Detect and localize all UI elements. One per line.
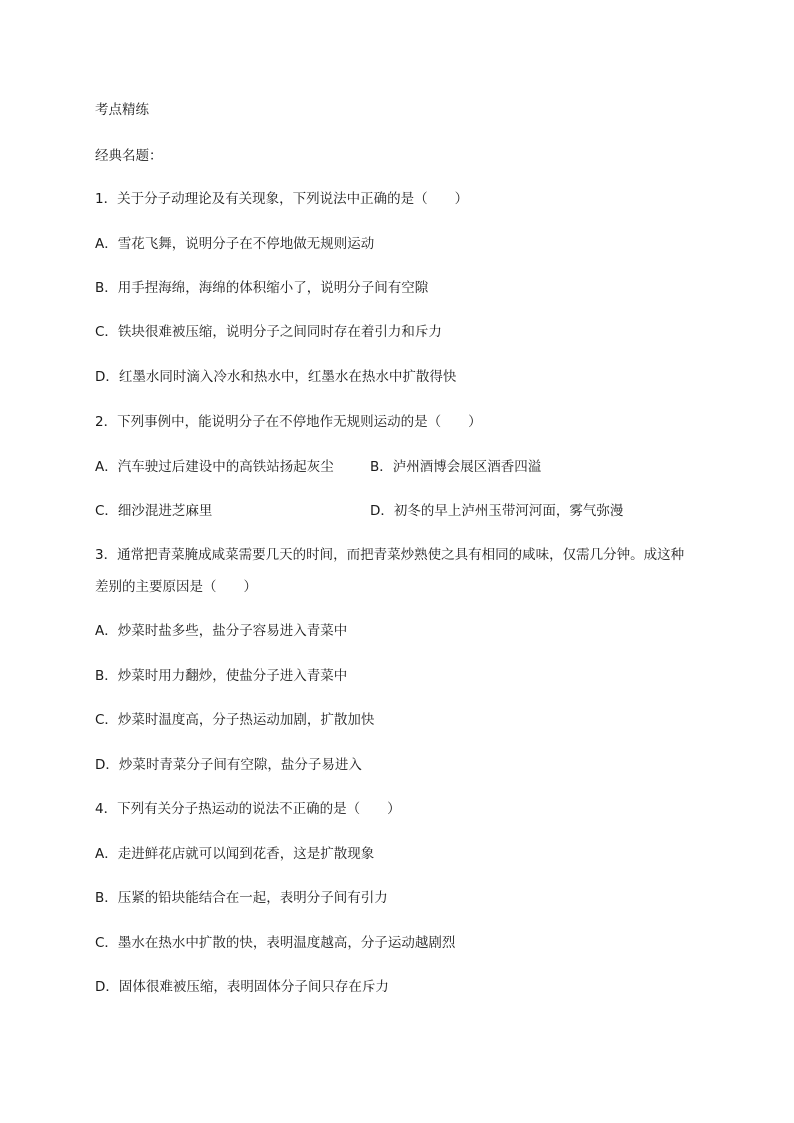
question-3-option-b: B．炒菜时用力翻炒，使盐分子进入青菜中: [95, 668, 348, 684]
question-4-stem: 4．下列有关分子热运动的说法不正确的是（ ）: [95, 801, 401, 817]
question-2-option-b: B．泸州酒博会展区酒香四溢: [370, 459, 542, 475]
question-4-option-a: A．走进鲜花店就可以闻到花香，这是扩散现象: [95, 846, 375, 862]
question-1-stem: 1．关于分子动理论及有关现象，下列说法中正确的是（ ）: [95, 191, 469, 207]
question-4-option-c: C．墨水在热水中扩散的快，表明温度越高，分子运动越剧烈: [95, 935, 456, 951]
question-4-option-d: D．固体很难被压缩，表明固体分子间只存在斥力: [95, 979, 389, 995]
question-4-option-b: B．压紧的铅块能结合在一起，表明分子间有引力: [95, 890, 388, 906]
question-2-option-a: A．汽车驶过后建设中的高铁站扬起灰尘: [95, 459, 334, 475]
question-3-option-a: A．炒菜时盐多些，盐分子容易进入青菜中: [95, 623, 348, 639]
question-1-option-a: A．雪花飞舞，说明分子在不停地做无规则运动: [95, 236, 375, 252]
question-2-options-row-1: [95, 457, 715, 477]
question-1-option-d: D．红墨水同时滴入冷水和热水中，红墨水在热水中扩散得快: [95, 369, 457, 385]
question-2-stem: 2．下列事例中，能说明分子在不停地作无规则运动的是（ ）: [95, 414, 482, 430]
question-1-option-c: C．铁块很难被压缩，说明分子之间同时存在着引力和斥力: [95, 324, 442, 340]
question-2-option-d: D．初冬的早上泸州玉带河河面，雾气弥漫: [370, 503, 624, 519]
question-3-option-d: D．炒菜时青菜分子间有空隙，盐分子易进入: [95, 757, 362, 773]
question-1-option-b: B．用手捏海绵，海绵的体积缩小了，说明分子间有空隙: [95, 280, 429, 296]
question-3-stem-line-1: 3．通常把青菜腌成咸菜需要几天的时间，而把青菜炒熟使之具有相同的咸味，仅需几分钟。成这种: [95, 547, 685, 563]
section-title: 考点精练: [95, 102, 149, 118]
question-3-stem-line-2: 差别的主要原因是（ ）: [95, 579, 257, 595]
question-2-options-row-2: [95, 501, 715, 521]
subsection-title: 经典名题：: [95, 148, 163, 164]
question-2-option-c: C．细沙混进芝麻里: [95, 503, 213, 519]
question-3-option-c: C．炒菜时温度高，分子热运动加剧，扩散加快: [95, 712, 375, 728]
